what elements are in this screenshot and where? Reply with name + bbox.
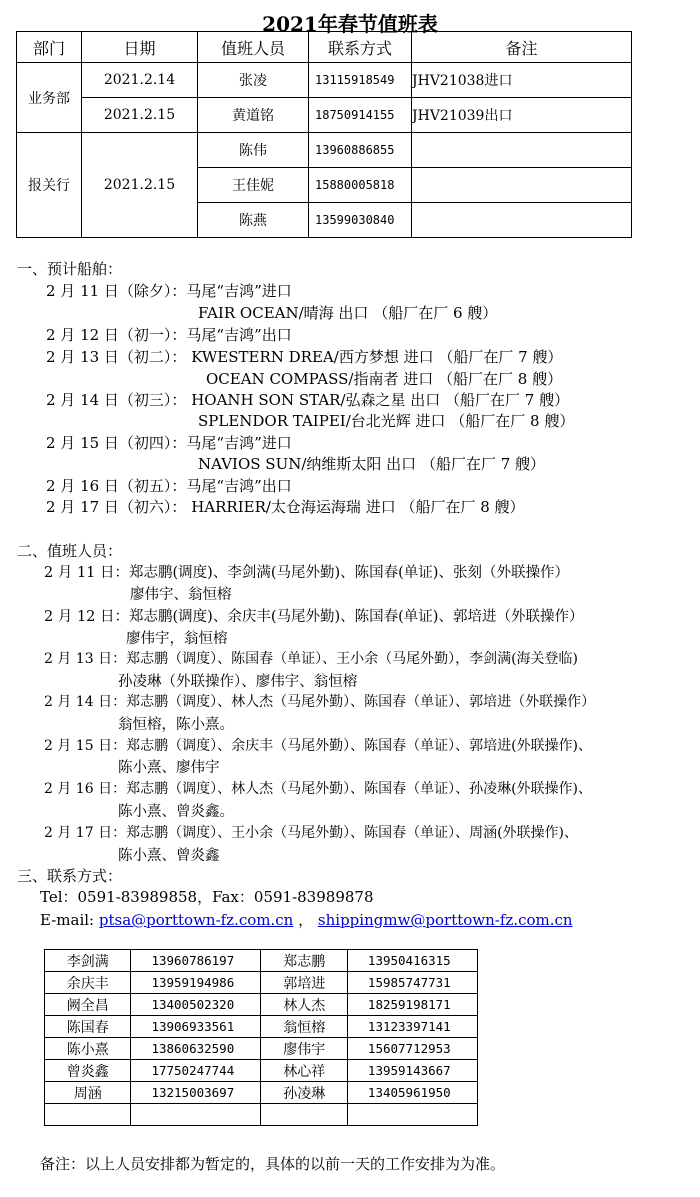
duty-line: 2 月 11 日：郑志鹏(调度)、李剑满(马尾外勤)、陈国春(单证)、张刻（外联操作） bbox=[44, 565, 569, 581]
contact-phone-cell: 15985747731 bbox=[347, 972, 477, 994]
contact-phone-cell: 15607712953 bbox=[347, 1038, 477, 1060]
ship-line: 2 月 12 日（初一）：马尾“吉鸿”出口 bbox=[46, 326, 292, 344]
note-cell bbox=[412, 203, 632, 238]
header-contact: 联系方式 bbox=[309, 32, 412, 63]
contact-name-cell: 陈小熹 bbox=[45, 1038, 131, 1060]
contacts-table bbox=[44, 949, 478, 1126]
email-label: E-mail: bbox=[40, 911, 95, 929]
email-row bbox=[40, 909, 573, 930]
contact-name-cell: 李剑满 bbox=[45, 950, 131, 972]
contact-name-cell: 曾炎鑫 bbox=[45, 1060, 131, 1082]
duty-line: 2 月 15 日：郑志鹏（调度）、余庆丰（马尾外勤）、陈国春（单证）、郭培进(外联操作)、 bbox=[44, 738, 592, 754]
ship-line: 2 月 16 日（初五）：马尾“吉鸿”出口 bbox=[46, 477, 292, 495]
ship-line: 2 月 17 日（初六）： HARRIER/太仓海运海瑞 进口 （船厂在厂 8 艘） bbox=[46, 498, 525, 516]
contact-phone-cell bbox=[131, 1104, 261, 1126]
contact-row bbox=[45, 950, 478, 972]
email-link-1[interactable]: ptsa@porttown-fz.com.cn bbox=[98, 911, 294, 929]
contact-name-cell: 林人杰 bbox=[261, 994, 347, 1016]
contact-name-cell: 阙全昌 bbox=[45, 994, 131, 1016]
contact-phone-cell: 17750247744 bbox=[131, 1060, 261, 1082]
duty-line: 陈小熹、曾炎鑫 bbox=[118, 848, 220, 864]
note-cell: JHV21039出口 bbox=[412, 98, 632, 133]
ship-line: 2 月 11 日（除夕）：马尾“吉鸿”进口 bbox=[46, 282, 292, 300]
contact-row bbox=[45, 1082, 478, 1104]
phone-cell: 13115918549 bbox=[309, 63, 412, 98]
person-cell: 张凌 bbox=[198, 63, 309, 98]
contact-phone-cell: 13860632590 bbox=[131, 1038, 261, 1060]
contact-row bbox=[45, 1038, 478, 1060]
header-person: 值班人员 bbox=[198, 32, 309, 63]
contact-phone-cell: 13215003697 bbox=[131, 1082, 261, 1104]
contact-row bbox=[45, 1060, 478, 1082]
person-cell: 陈伟 bbox=[198, 133, 309, 168]
contact-name-cell bbox=[261, 1104, 347, 1126]
duty-line: 陈小熹、廖伟宇 bbox=[118, 760, 220, 776]
contact-name-cell bbox=[45, 1104, 131, 1126]
date-cell: 2021.2.15 bbox=[82, 98, 198, 133]
ship-line: 2 月 15 日（初四）：马尾“吉鸿”进口 bbox=[46, 434, 292, 452]
duty-line: 2 月 17 日：郑志鹏（调度）、王小余（马尾外勤）、陈国春（单证）、周涵(外联操作)、 bbox=[44, 825, 578, 841]
email-link-2[interactable]: shippingmw@porttown-fz.com.cn bbox=[317, 911, 573, 929]
ship-line: OCEAN COMPASS/指南者 进口 （船厂在厂 8 艘） bbox=[206, 370, 563, 388]
contact-phone-cell: 18259198171 bbox=[347, 994, 477, 1016]
email-separator: ， bbox=[298, 911, 314, 929]
dept-cell: 业务部 bbox=[17, 63, 82, 133]
contact-name-cell: 翁恒榕 bbox=[261, 1016, 347, 1038]
person-cell: 陈燕 bbox=[198, 203, 309, 238]
section2-heading: 二、值班人员： bbox=[17, 542, 123, 560]
contact-name-cell: 林心祥 bbox=[261, 1060, 347, 1082]
ship-line: 2 月 13 日（初二）： KWESTERN DREA/西方梦想 进口 （船厂在厂 7 艘） bbox=[46, 348, 563, 366]
contact-phone-cell: 13123397141 bbox=[347, 1016, 477, 1038]
note-cell bbox=[412, 168, 632, 203]
person-cell: 王佳妮 bbox=[198, 168, 309, 203]
table-row bbox=[17, 98, 632, 133]
contact-phone-cell: 13950416315 bbox=[347, 950, 477, 972]
date-cell: 2021.2.14 bbox=[82, 63, 198, 98]
header-date: 日期 bbox=[82, 32, 198, 63]
contact-phone-cell: 13959143667 bbox=[347, 1060, 477, 1082]
contact-phone-cell bbox=[347, 1104, 477, 1126]
table-header-row bbox=[17, 32, 632, 63]
section1-heading: 一、预计船舶： bbox=[17, 260, 123, 278]
contact-row bbox=[45, 1104, 478, 1126]
contact-phone-cell: 13960786197 bbox=[131, 950, 261, 972]
contact-name-cell: 廖伟宇 bbox=[261, 1038, 347, 1060]
duty-line: 孙凌琳（外联操作）、廖伟宇、翁恒榕 bbox=[118, 674, 358, 690]
contact-name-cell: 陈国春 bbox=[45, 1016, 131, 1038]
date-cell: 2021.2.15 bbox=[82, 133, 198, 238]
duty-line: 廖伟宇、翁恒榕 bbox=[130, 587, 232, 603]
ship-line: NAVIOS SUN/纳维斯太阳 出口 （船厂在厂 7 艘） bbox=[198, 455, 546, 473]
phone-cell: 13599030840 bbox=[309, 203, 412, 238]
contact-name-cell: 郑志鹏 bbox=[261, 950, 347, 972]
contact-row bbox=[45, 994, 478, 1016]
page-title: 2021年春节值班表 bbox=[262, 12, 438, 36]
contact-row bbox=[45, 1016, 478, 1038]
contact-name-cell: 孙凌琳 bbox=[261, 1082, 347, 1104]
header-dept: 部门 bbox=[17, 32, 82, 63]
contact-phone-cell: 13405961950 bbox=[347, 1082, 477, 1104]
duty-line: 2 月 16 日：郑志鹏（调度）、林人杰（马尾外勤）、陈国春（单证）、孙凌琳(外联操作)、 bbox=[44, 781, 592, 797]
note-cell: JHV21038进口 bbox=[412, 63, 632, 98]
contact-name-cell: 郭培进 bbox=[261, 972, 347, 994]
table-row bbox=[17, 133, 632, 168]
contact-phone-cell: 13906933561 bbox=[131, 1016, 261, 1038]
tel-fax: Tel：0591-83989858，Fax：0591-83989878 bbox=[40, 888, 374, 906]
ship-line: FAIR OCEAN/晴海 出口 （船厂在厂 6 艘） bbox=[198, 304, 498, 322]
duty-schedule-table bbox=[16, 31, 632, 238]
section3-heading: 三、联系方式： bbox=[17, 867, 123, 885]
header-note: 备注 bbox=[412, 32, 632, 63]
phone-cell: 15880005818 bbox=[309, 168, 412, 203]
contact-phone-cell: 13400502320 bbox=[131, 994, 261, 1016]
phone-cell: 18750914155 bbox=[309, 98, 412, 133]
ship-line: SPLENDOR TAIPEI/台北光辉 进口 （船厂在厂 8 艘） bbox=[198, 412, 575, 430]
contact-row bbox=[45, 972, 478, 994]
duty-line: 廖伟宇，翁恒榕 bbox=[126, 631, 228, 647]
person-cell: 黄道铭 bbox=[198, 98, 309, 133]
duty-line: 2 月 12 日：郑志鹏(调度)、余庆丰(马尾外勤)、陈国春(单证)、郭培进（外联操作） bbox=[44, 609, 584, 625]
phone-cell: 13960886855 bbox=[309, 133, 412, 168]
contact-name-cell: 余庆丰 bbox=[45, 972, 131, 994]
duty-line: 陈小熹、曾炎鑫。 bbox=[118, 804, 234, 820]
footer-note: 备注：以上人员安排都为暂定的，具体的以前一天的工作安排为为准。 bbox=[40, 1155, 506, 1173]
contact-name-cell: 周涵 bbox=[45, 1082, 131, 1104]
duty-line: 2 月 13 日：郑志鹏（调度）、陈国春（单证）、王小余（马尾外勤），李剑满(海关登临) bbox=[44, 651, 578, 667]
note-cell bbox=[412, 133, 632, 168]
contact-phone-cell: 13959194986 bbox=[131, 972, 261, 994]
table-row bbox=[17, 63, 632, 98]
ship-line: 2 月 14 日（初三）： HOANH SON STAR/弘森之星 出口 （船厂在厂 7 艘） bbox=[46, 391, 570, 409]
dept-cell: 报关行 bbox=[17, 133, 82, 238]
duty-line: 2 月 14 日：郑志鹏（调度）、林人杰（马尾外勤）、陈国春（单证）、郭培进（外联操作） bbox=[44, 694, 596, 710]
duty-line: 翁恒榕，陈小熹。 bbox=[118, 717, 234, 733]
